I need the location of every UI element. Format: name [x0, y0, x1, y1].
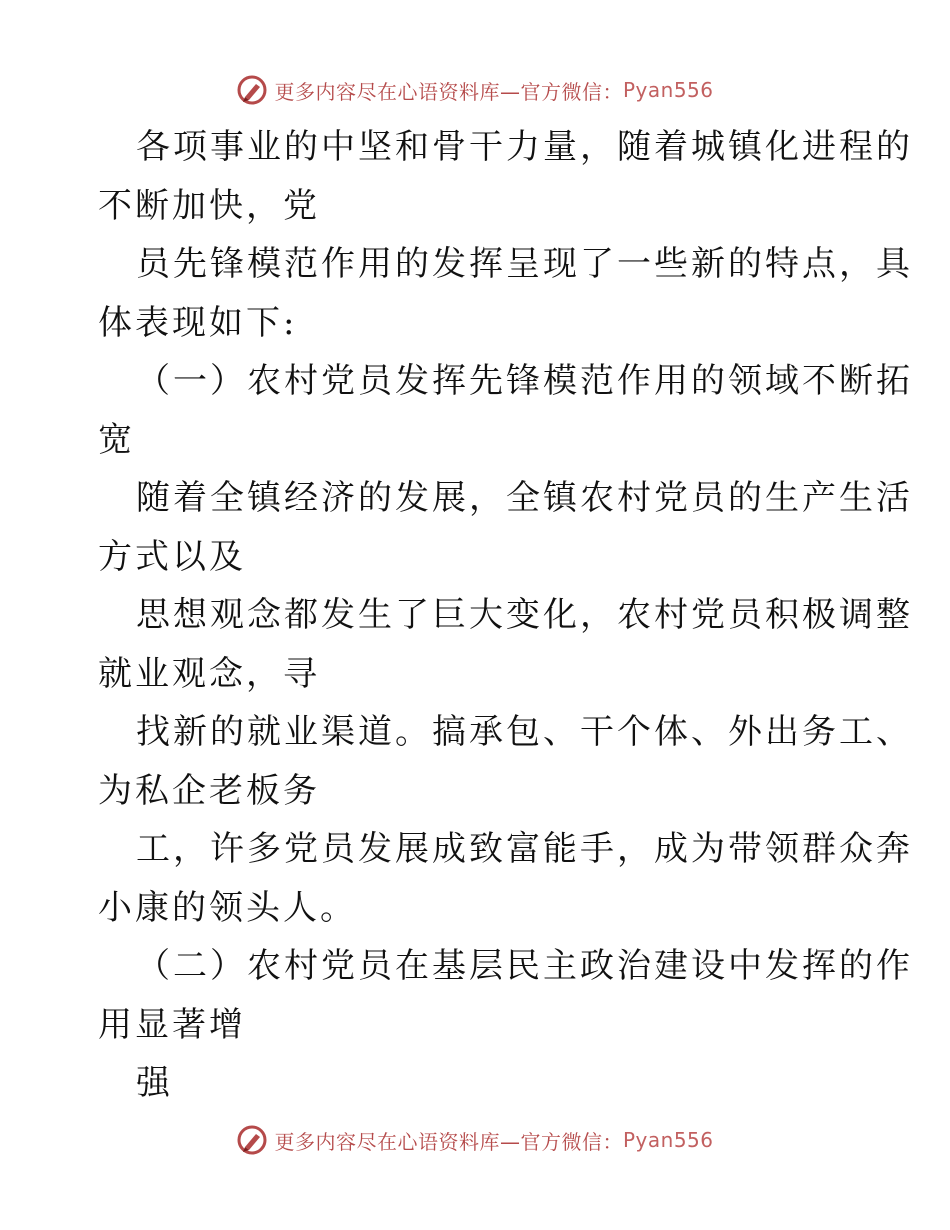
paragraph-line: 体表现如下:	[98, 302, 298, 343]
paragraph-line: 工，许多党员发展成致富能手，成为带领群众奔	[136, 829, 913, 869]
paragraph-line: 小康的领头人。	[98, 887, 357, 928]
watermark-handle: Pyan556	[622, 78, 714, 102]
paragraph	[98, 820, 913, 937]
paragraph	[98, 235, 913, 352]
paragraph-line: 不断加快，党	[98, 185, 320, 226]
paragraph-line: 找新的就业渠道。搞承包、干个体、外出务工、	[136, 712, 913, 752]
paragraph	[98, 352, 913, 469]
paragraph	[98, 1054, 858, 1113]
paragraph-line: 强	[136, 1063, 173, 1103]
paragraph-line: 随着全镇经济的发展，全镇农村党员的生产生活	[136, 478, 913, 518]
document-body	[98, 118, 913, 1113]
pen-circle-icon	[236, 74, 268, 106]
watermark-handle: Pyan556	[622, 1128, 714, 1152]
paragraph-line: 宽	[98, 419, 135, 460]
paragraph-line: （二）农村党员在基层民主政治建设中发挥的作	[136, 946, 913, 986]
paragraph	[98, 118, 913, 235]
paragraph	[98, 703, 913, 820]
paragraph-line: 为私企老板务	[98, 770, 320, 811]
paragraph-line: 就业观念，寻	[98, 653, 320, 694]
footer-watermark	[0, 1120, 950, 1160]
paragraph	[98, 937, 913, 1054]
watermark-text: 更多内容尽在心语资料库—官方微信：	[274, 79, 623, 104]
watermark-text: 更多内容尽在心语资料库—官方微信：	[274, 1129, 623, 1154]
paragraph-line: 用显著增	[98, 1004, 246, 1045]
paragraph-line: （一）农村党员发挥先锋模范作用的领域不断拓	[136, 361, 913, 401]
header-watermark	[0, 70, 950, 110]
paragraph-line: 员先锋模范作用的发挥呈现了一些新的特点，具	[136, 244, 913, 284]
paragraph-line: 思想观念都发生了巨大变化，农村党员积极调整	[136, 595, 913, 635]
paragraph-line: 方式以及	[98, 536, 246, 577]
paragraph	[98, 469, 913, 586]
paragraph	[98, 586, 913, 703]
pen-circle-icon	[236, 1124, 268, 1156]
paragraph-line: 各项事业的中坚和骨干力量，随着城镇化进程的	[136, 127, 913, 167]
